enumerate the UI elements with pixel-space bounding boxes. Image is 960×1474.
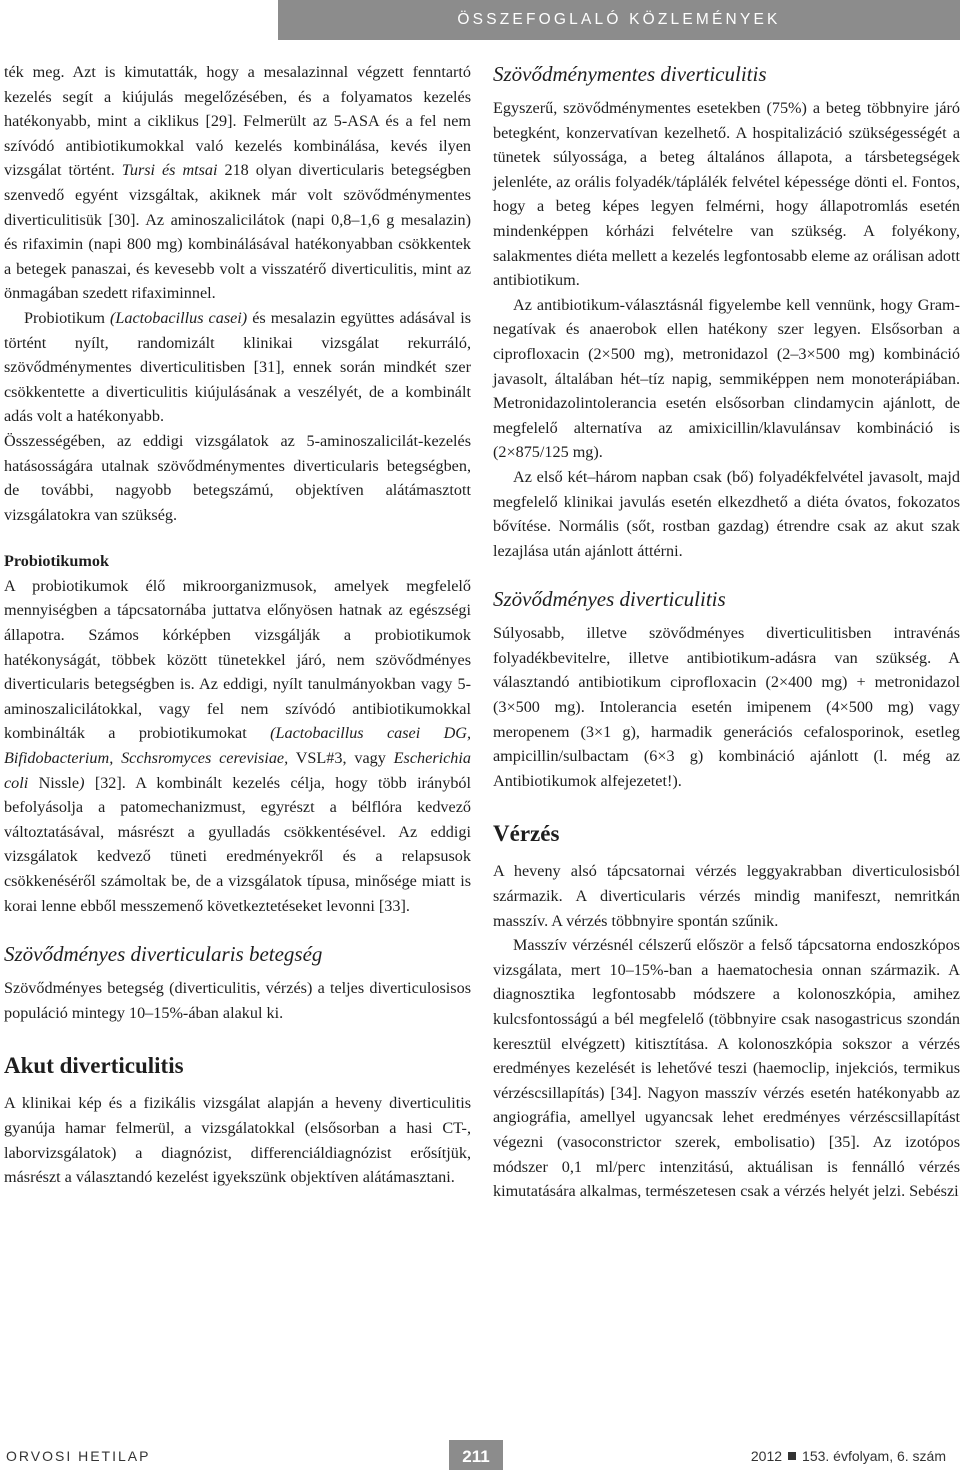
- paragraph: A heveny alsó tápcsatornai vérzés leggyakrabban diverticulosisból származik. A diverticularis vérzés mindig manifeszt, nemritkán masszív. A vérzés többnyire spontán szűnik.: [493, 862, 960, 930]
- page-footer: [0, 1440, 960, 1470]
- paragraph: Szövődményes betegség (diverticulitis, vérzés) a teljes diverticulosisos populáció mintegy 10–15%-ában alakul ki.: [4, 979, 471, 1022]
- paragraph: Az első két–három napban csak (bő) folyadékfelvétel javasolt, majd megfelelő klinikai javulás esetén elkezdhető a diéta óvatos, fokozatos bővítése. Normális (sőt, rostban gazdag) étrendre csak az akut szak lezajlása után ajánlott áttérni.: [493, 467, 960, 560]
- left-column: [4, 60, 471, 1190]
- heading-verzes: Vérzés: [493, 821, 560, 847]
- year: 2012: [750, 1448, 783, 1464]
- paragraph: A probiotikumok élő mikroorganizmusok, amelyek megfelelő mennyiségben a tápcsatornába juttatva előnyösen hatnak az egészségi állapotra. Számos kórképben vizsgálják a probiotikumok hatékonyságát, többek között tünetekkel járó, nem szövődményes diverticularis betegségben is. Az eddigi, nyílt tanulmányokban vagy 5-aminoszalicilátokkal, vagy fel nem szívódó antibiotikumokkal kombinálták a probiotikumokat (Lactobacillus casei DG, Bifidobacterium, Scchsromyces cerevisiae, VSL#3, vagy Escherichia coli Nissle) [32]. A kombinált kezelés célja, hogy több irányból befolyásolja a patomechanizmust, egyrészt a bélflóra kedvező változtatásával, másrészt a gyulladás csökkentésével. Az eddigi vizsgálatok kedvező tüneti eredményekről és a relapsusok csökkenéséről számoltak be, de a vizsgálatok típusa, minősége miatt is korai lenne ebből messzemenő következtetéseket levonni [33].: [4, 576, 472, 915]
- separator-square-icon: [788, 1452, 796, 1460]
- issue-info: [751, 1448, 946, 1464]
- volume: 153. évfolyam, 6. szám: [802, 1448, 946, 1464]
- journal-name: ORVOSI HETILAP: [6, 1448, 151, 1464]
- paragraph: ték meg. Azt is kimutatták, hogy a mesalazinnal végzett fenntartó kezelés segít a kiújulás megelőzésében, és a folyamatos kezelés hatékonyabb, mint a ciklikus [29]. Felmerült az 5-ASA és a fel nem szívódó antibiotikumokkal való kezelés kombinálása, kevés ilyen vizsgálat történt. Tursi és mtsai 218 olyan diverticularis betegségben szenvedő egyént vizsgáltak, akiknek már volt szövődménymentes diverticulitisük [30]. Az aminoszalicilátok (napi 0,8–1,6 g mesalazin) és rifaximin (napi 800 mg) kombinálásával hatékonyabban csökkentek a betegek panaszai, és kevesebb volt a visszatérő diverticulitis, mint az önmagában szedett rifaximinnel.: [4, 63, 471, 303]
- paragraph: Masszív vérzésnél célszerű először a felső tápcsatorna endoszkópos vizsgálata, mert 10–15%-ban a haematochesia onnan származik. A diagnosztika legfontosabb módszere a kolonoszkópia, amihez kulcsfontosságú a bél megfelelő (többnyire csak nasogastricus szondán keresztül elvégzett) kitisztítása. A kolonoszkópia sokszor a vérzés eredményes kezelését is lehetővé teszi (haemoclip, injekciós, termikus vérzéscsillapítás) [34]. Nagyon masszív vérzés esetén hatékonyabb az angiográfia, amellyel ugyancsak lehet eredményes vérzéscsillapítást végezni (vasoconstrictor szerek, embolisatio) [35]. Az izotópos módszer 0,1 ml/perc intenzitású, aktuálisan is fennálló vérzés kimutatására alkalmas, természetesen csak a vérzés helyét jelzi. Sebészi: [493, 936, 960, 1201]
- heading-akut-diverticulitis: Akut diverticulitis: [4, 1053, 184, 1079]
- heading-probiotikumok: Probiotikumok: [4, 552, 109, 571]
- right-column: [493, 60, 960, 1204]
- paragraph: Probiotikum (Lactobacillus casei) és mesalazin együttes adásával is történt nyílt, randomizált klinikai vizsgálat rekurráló, szövődménymentes diverticulitisben [31], ennek során mindkét szer csökkentette a diverticulitis kiújulásának a veszélyét, de a kombinált adás volt a hatékonyabb.: [4, 308, 472, 426]
- heading-szovodmenymentes-diverticulitis: Szövődménymentes diverticulitis: [493, 62, 767, 86]
- section-header: ÖSSZEFOGLALÓ KÖZLEMÉNYEK: [278, 0, 960, 40]
- paragraph: A klinikai kép és a fizikális vizsgálat alapján a heveny diverticulitis gyanúja hamar felmerül, a vizsgálatokkal (elsősorban a hasi CT-, laborvizsgálatok) a diagnózist, differenciáldiagnózist erősítjük, másrészt a választandó kezelést igyekszünk objektíven alátámasztani.: [4, 1094, 471, 1187]
- paragraph: Súlyosabb, illetve szövődményes diverticulitisben intravénás folyadékbevitelre, illetve antibiotikum-adásra van szükség. A választandó antibiotikum ciprofloxacin (2×400 mg) + metronidazol (3×500 mg). Intolerancia esetén imipenem (4×500 mg) vagy meropenem (3×1 g), harmadik generációs cefalosporinok, esetleg ampicillin/sulbactam (6×3 g) kombináció ajánlott (l. még az Antibiotikumok alfejezetet!).: [493, 624, 960, 790]
- paragraph: Összességében, az eddigi vizsgálatok az 5-aminoszalicilát-kezelés hatásosságára utalnak szövődménymentes diverticularis betegségben, de további, nagyobb betegszámú, objektíven alátámasztott vizsgálatokra van szükség.: [4, 431, 471, 524]
- heading-szovodmenyes-diverticularis-betegseg: Szövődményes diverticularis betegség: [4, 942, 323, 967]
- paragraph: Az antibiotikum-választásnál figyelembe kell vennünk, hogy Gram-negatívak és anaerobok ellen hatékony szer legyen. Elsősorban a ciprofloxacin (2×500 mg), metronidazol (2–3×500 mg) kombináció javasolt, általában hét–tíz napig, semmiképpen nem monoterápiában. Metronidazolintolerancia esetén elsősorban clindamycin ajánlott, de megfelelő alternatíva az amixicillin/klavulánsav kombináció is (2×875/125 mg).: [493, 295, 960, 462]
- page-number: 211: [449, 1440, 503, 1470]
- heading-szovodmenyes-diverticulitis: Szövődményes diverticulitis: [493, 587, 726, 612]
- paragraph: Egyszerű, szövődménymentes esetekben (75%) a beteg többnyire járó betegként, konzervatívan kezelhető. A hospitalizáció szükségességét a tünetek súlyossága, a beteg általános állapota, a társbetegségek jelenléte, az orális folyadék/táplálék felvétel képessége dönti el. Fontos, hogy a beteg képes legyen felmérni, hogy állapotromlás esetén mindenképpen kórházi felvételre van szükség. A folyékony, salakmentes diéta mellett a kezelés legfontosabb eleme az orálisan adott antibiotikum.: [493, 99, 960, 290]
